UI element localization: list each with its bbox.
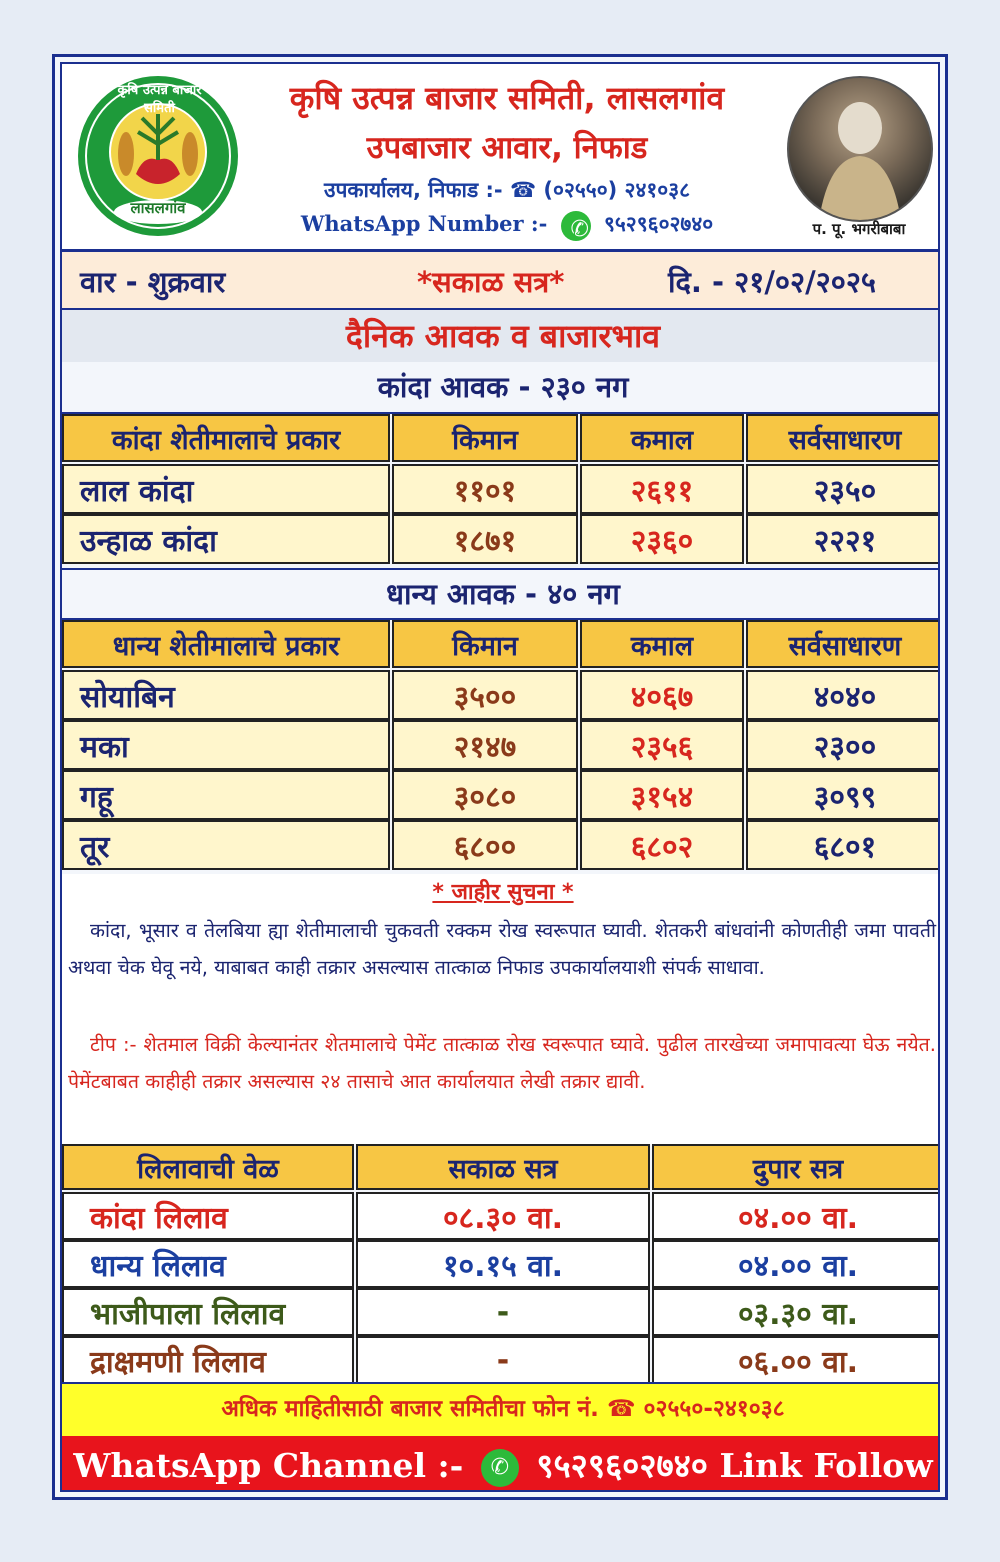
grain-row-min: ३०८०: [392, 770, 578, 820]
auction-timing-table: [62, 1144, 940, 1382]
grain-table: [62, 620, 940, 872]
auction-header-afternoon: दुपार सत्र: [652, 1144, 940, 1190]
grain-arrival: धान्य आवक - ४० नग: [62, 568, 940, 620]
whatsapp-number: ९५२९६०२७४०: [603, 211, 714, 236]
contact-info-bar: अधिक माहितीसाठी बाजार समितीचा फोन नं. ☎ ०२५५०-२४१०३८: [62, 1382, 940, 1436]
onion-row-min: १८७१: [392, 514, 578, 564]
committee-title: कृषि उत्पन्न बाजार समिती, लासलगांव: [289, 79, 725, 117]
grain-row-max: २३५६: [580, 720, 744, 770]
auction-row-name: कांदा लिलाव: [62, 1192, 354, 1240]
grain-row-min: ६८००: [392, 820, 578, 870]
auction-header-time: लिलावाची वेळ: [62, 1144, 354, 1190]
whatsapp-channel-bar[interactable]: [62, 1436, 940, 1492]
whatsapp-line: [237, 210, 777, 241]
channel-label: WhatsApp Channel :-: [73, 1446, 464, 1485]
main-heading: दैनिक आवक व बाजारभाव: [62, 310, 940, 362]
day-row: [62, 252, 940, 310]
auction-row-afternoon: ०४.०० वा.: [652, 1240, 940, 1288]
notice-title: * जाहीर सुचना *: [432, 880, 574, 905]
notice-board: [52, 54, 948, 1500]
grain-row-name: मका: [62, 720, 390, 770]
auction-row-afternoon: ०३.३० वा.: [652, 1288, 940, 1336]
auction-row-afternoon: ०४.०० वा.: [652, 1192, 940, 1240]
grain-row-avg: २३००: [746, 720, 940, 770]
day-label: वार - शुक्रवार: [80, 265, 226, 299]
grain-row-name: तूर: [62, 820, 390, 870]
onion-row-avg: २२२१: [746, 514, 940, 564]
grain-row-max: ६८०२: [580, 820, 744, 870]
onion-header-avg: सर्वसाधारण: [746, 414, 940, 462]
board-inner: [60, 62, 940, 1492]
whatsapp-icon: [481, 1449, 519, 1487]
grain-header-avg: सर्वसाधारण: [746, 620, 940, 668]
onion-header-max: कमाल: [580, 414, 744, 462]
auction-header-morning: सकाळ सत्र: [356, 1144, 650, 1190]
onion-row-min: ११०१: [392, 464, 578, 514]
notice-paragraph: कांदा, भूसार व तेलबिया ह्या शेतीमालाची चुकवती रक्कम रोख स्वरूपात घ्यावी. शेतकरी बांधवांनी कोणतीही जमा पावती अथवा चेक घेवू नये, याबाबत काही तक्रार असल्यास तात्काळ निफाड उपकार्यालयाशी संपर्क साधावा.: [68, 919, 936, 979]
auction-row-morning: ०८.३० वा.: [356, 1192, 650, 1240]
logo-text-top: कृषि उत्पन्न बाजार समिती: [117, 83, 202, 116]
onion-header-type: कांदा शेतीमालाचे प्रकार: [62, 414, 390, 462]
channel-number[interactable]: ९५२९६०२७४० Link Follow: [536, 1446, 933, 1485]
onion-table: [62, 414, 940, 566]
onion-header-min: किमान: [392, 414, 578, 462]
saint-photo: [787, 76, 933, 222]
auction-row-morning: -: [356, 1336, 650, 1384]
notice-tip: टीप :- शेतमाल विक्री केल्यानंतर शेतमालाचे पेमेंट तात्काळ रोख स्वरूपात घ्यावे. पुढील तारखेच्या जमापावत्या घेऊ नयेत. पेमेंटबाबत काहीही तक्रार असल्यास २४ तासाचे आत कार्यालयात लेखी तक्रार द्यावी.: [68, 1033, 936, 1093]
grain-row-max: ४०६७: [580, 670, 744, 720]
grain-row-max: ३१५४: [580, 770, 744, 820]
date-label: दि. - २१/०२/२०२५: [668, 265, 876, 299]
grain-row-avg: ३०९९: [746, 770, 940, 820]
office-phone: उपकार्यालय, निफाड :- ☎ (०२५५०) २४१०३८: [323, 178, 691, 202]
grain-row-min: २१४७: [392, 720, 578, 770]
logo-text-bottom: लासलगांव: [130, 199, 186, 217]
auction-row-name: धान्य लिलाव: [62, 1240, 354, 1288]
onion-arrival: कांदा आवक - २३० नग: [62, 362, 940, 414]
whatsapp-icon: [561, 211, 591, 241]
auction-row-name: भाजीपाला लिलाव: [62, 1288, 354, 1336]
auction-row-morning: १०.१५ वा.: [356, 1240, 650, 1288]
onion-row-name: लाल कांदा: [62, 464, 390, 514]
header: [62, 64, 940, 252]
onion-row-name: उन्हाळ कांदा: [62, 514, 390, 564]
auction-row-name: द्राक्षमणी लिलाव: [62, 1336, 354, 1384]
auction-row-afternoon: ०६.०० वा.: [652, 1336, 940, 1384]
public-notice: [62, 874, 940, 1144]
grain-header-max: कमाल: [580, 620, 744, 668]
saint-caption: प. पू. भगरीबाबा: [812, 220, 906, 238]
onion-row-max: २३६०: [580, 514, 744, 564]
grain-row-name: सोयाबिन: [62, 670, 390, 720]
auction-row-morning: -: [356, 1288, 650, 1336]
onion-row-max: २६११: [580, 464, 744, 514]
grain-row-min: ३५००: [392, 670, 578, 720]
sub-market-title: उपबाजार आवार, निफाड: [366, 130, 648, 166]
grain-header-type: धान्य शेतीमालाचे प्रकार: [62, 620, 390, 668]
session-label: *सकाळ सत्र*: [417, 265, 565, 299]
grain-row-name: गहू: [62, 770, 390, 820]
saint-figure-icon: [789, 78, 931, 220]
grain-row-avg: ६८०१: [746, 820, 940, 870]
onion-row-avg: २३५०: [746, 464, 940, 514]
grain-row-avg: ४०४०: [746, 670, 940, 720]
grain-header-min: किमान: [392, 620, 578, 668]
whatsapp-label: WhatsApp Number :-: [300, 211, 548, 236]
